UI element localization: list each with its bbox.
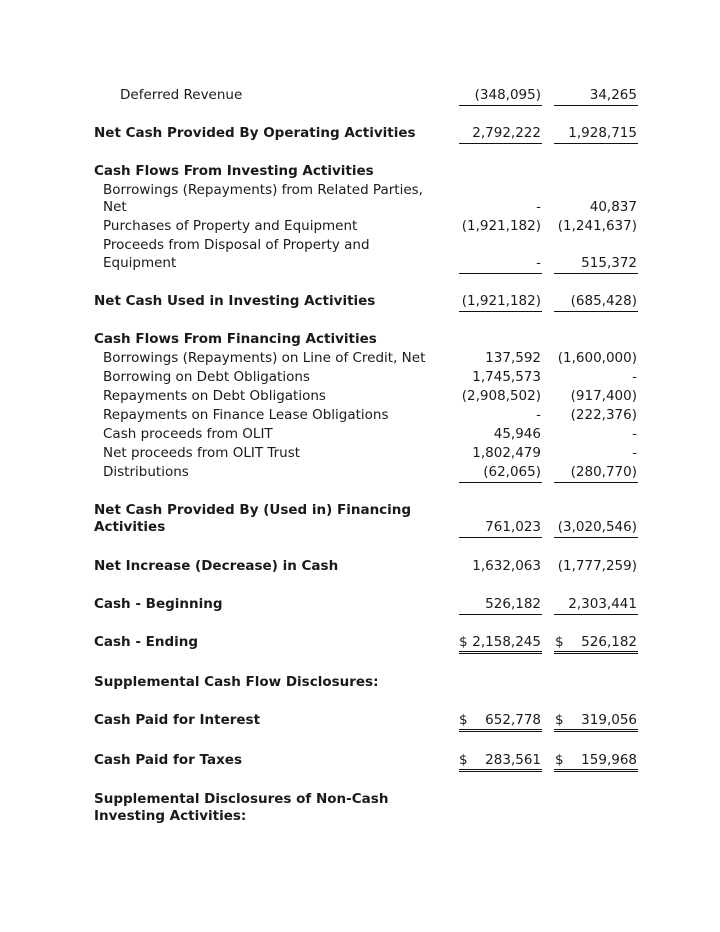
financing-item-label: Distributions	[103, 464, 189, 480]
financing-item-2022: -	[632, 445, 637, 461]
financing-item-2023: 1,745,573	[472, 369, 541, 385]
rule	[459, 537, 542, 538]
cash-beginning-2022: 2,303,441	[568, 596, 637, 612]
rule	[554, 273, 638, 274]
cash-ending-label: Cash - Ending	[94, 634, 199, 650]
cash-ending-2022: 526,182	[581, 634, 637, 650]
proceeds-label-2: Equipment	[103, 255, 177, 271]
cash-beginning-2023: 526,182	[485, 596, 541, 612]
rule	[554, 311, 638, 312]
financing-item-2023: 45,946	[493, 426, 541, 442]
financing-item-2022: -	[632, 369, 637, 385]
rule	[459, 311, 542, 312]
net-financing-label-1: Net Cash Provided By (Used in) Financing	[94, 502, 412, 518]
currency-symbol: $	[459, 634, 468, 650]
rule	[554, 614, 638, 615]
purchases-label: Purchases of Property and Equipment	[103, 218, 358, 234]
interest-2022: 319,056	[581, 712, 637, 728]
financing-heading: Cash Flows From Financing Activities	[94, 331, 377, 347]
financing-item-label: Cash proceeds from OLIT	[103, 426, 273, 442]
related-parties-label-1: Borrowings (Repayments) from Related Parties,	[103, 182, 423, 198]
currency-symbol: $	[555, 634, 564, 650]
related-parties-2022: 40,837	[589, 199, 637, 215]
proceeds-2022: 515,372	[581, 255, 637, 271]
rule	[459, 482, 542, 483]
net-operating-label: Net Cash Provided By Operating Activities	[94, 125, 416, 141]
double-rule	[554, 651, 638, 654]
double-rule	[554, 729, 638, 732]
net-financing-label-2: Activities	[94, 519, 166, 535]
net-financing-2023: 761,023	[485, 519, 541, 535]
net-increase-label: Net Increase (Decrease) in Cash	[94, 558, 339, 574]
rule	[554, 482, 638, 483]
double-rule	[459, 729, 542, 732]
deferred-revenue-label: Deferred Revenue	[120, 87, 243, 103]
financing-item-2022: (1,600,000)	[557, 350, 637, 366]
interest-2023: 652,778	[485, 712, 541, 728]
financing-item-2022: (917,400)	[570, 388, 637, 404]
financing-item-2023: (62,065)	[483, 464, 541, 480]
taxes-2023: 283,561	[485, 752, 541, 768]
related-parties-label-2: Net	[103, 199, 127, 215]
net-operating-2022: 1,928,715	[568, 125, 637, 141]
rule	[554, 537, 638, 538]
double-rule	[459, 651, 542, 654]
net-investing-2022: (685,428)	[570, 293, 637, 309]
rule	[554, 143, 638, 144]
currency-symbol: $	[555, 752, 564, 768]
deferred-revenue-2022: 34,265	[589, 87, 637, 103]
financing-item-label: Net proceeds from OLIT Trust	[103, 445, 301, 461]
financing-item-2023: 1,802,479	[472, 445, 541, 461]
taxes-label: Cash Paid for Taxes	[94, 752, 242, 768]
currency-symbol: $	[555, 712, 564, 728]
financing-item-2023: 137,592	[485, 350, 541, 366]
financing-item-2023: -	[536, 407, 541, 423]
financing-item-label: Repayments on Debt Obligations	[103, 388, 326, 404]
taxes-2022: 159,968	[581, 752, 637, 768]
double-rule	[554, 769, 638, 772]
net-operating-2023: 2,792,222	[472, 125, 541, 141]
financing-item-label: Borrowings (Repayments) on Line of Credit, Net	[103, 350, 426, 366]
financing-item-label: Repayments on Finance Lease Obligations	[103, 407, 389, 423]
proceeds-2023: -	[536, 255, 541, 271]
purchases-2022: (1,241,637)	[557, 218, 637, 234]
related-parties-2023: -	[536, 199, 541, 215]
net-increase-2022: (1,777,259)	[557, 558, 637, 574]
investing-heading: Cash Flows From Investing Activities	[94, 163, 374, 179]
rule	[459, 143, 542, 144]
net-financing-2022: (3,020,546)	[557, 519, 637, 535]
cash-beginning-label: Cash - Beginning	[94, 596, 223, 612]
proceeds-label-1: Proceeds from Disposal of Property and	[103, 237, 370, 253]
currency-symbol: $	[459, 712, 468, 728]
cash-ending-2023: 2,158,245	[472, 634, 541, 650]
financing-item-2022: (280,770)	[570, 464, 637, 480]
deferred-revenue-2023: (348,095)	[474, 87, 541, 103]
double-rule	[459, 769, 542, 772]
rule	[459, 273, 542, 274]
rule	[554, 105, 638, 106]
interest-label: Cash Paid for Interest	[94, 712, 261, 728]
rule	[459, 105, 542, 106]
noncash-heading-2: Investing Activities:	[94, 808, 247, 824]
net-increase-2023: 1,632,063	[472, 558, 541, 574]
net-investing-2023: (1,921,182)	[461, 293, 541, 309]
financing-item-2022: -	[632, 426, 637, 442]
financing-item-2023: (2,908,502)	[461, 388, 541, 404]
net-investing-label: Net Cash Used in Investing Activities	[94, 293, 376, 309]
financing-item-label: Borrowing on Debt Obligations	[103, 369, 310, 385]
rule	[459, 614, 542, 615]
financing-item-2022: (222,376)	[570, 407, 637, 423]
currency-symbol: $	[459, 752, 468, 768]
noncash-heading-1: Supplemental Disclosures of Non-Cash	[94, 791, 389, 807]
supplemental-heading: Supplemental Cash Flow Disclosures:	[94, 674, 379, 690]
purchases-2023: (1,921,182)	[461, 218, 541, 234]
